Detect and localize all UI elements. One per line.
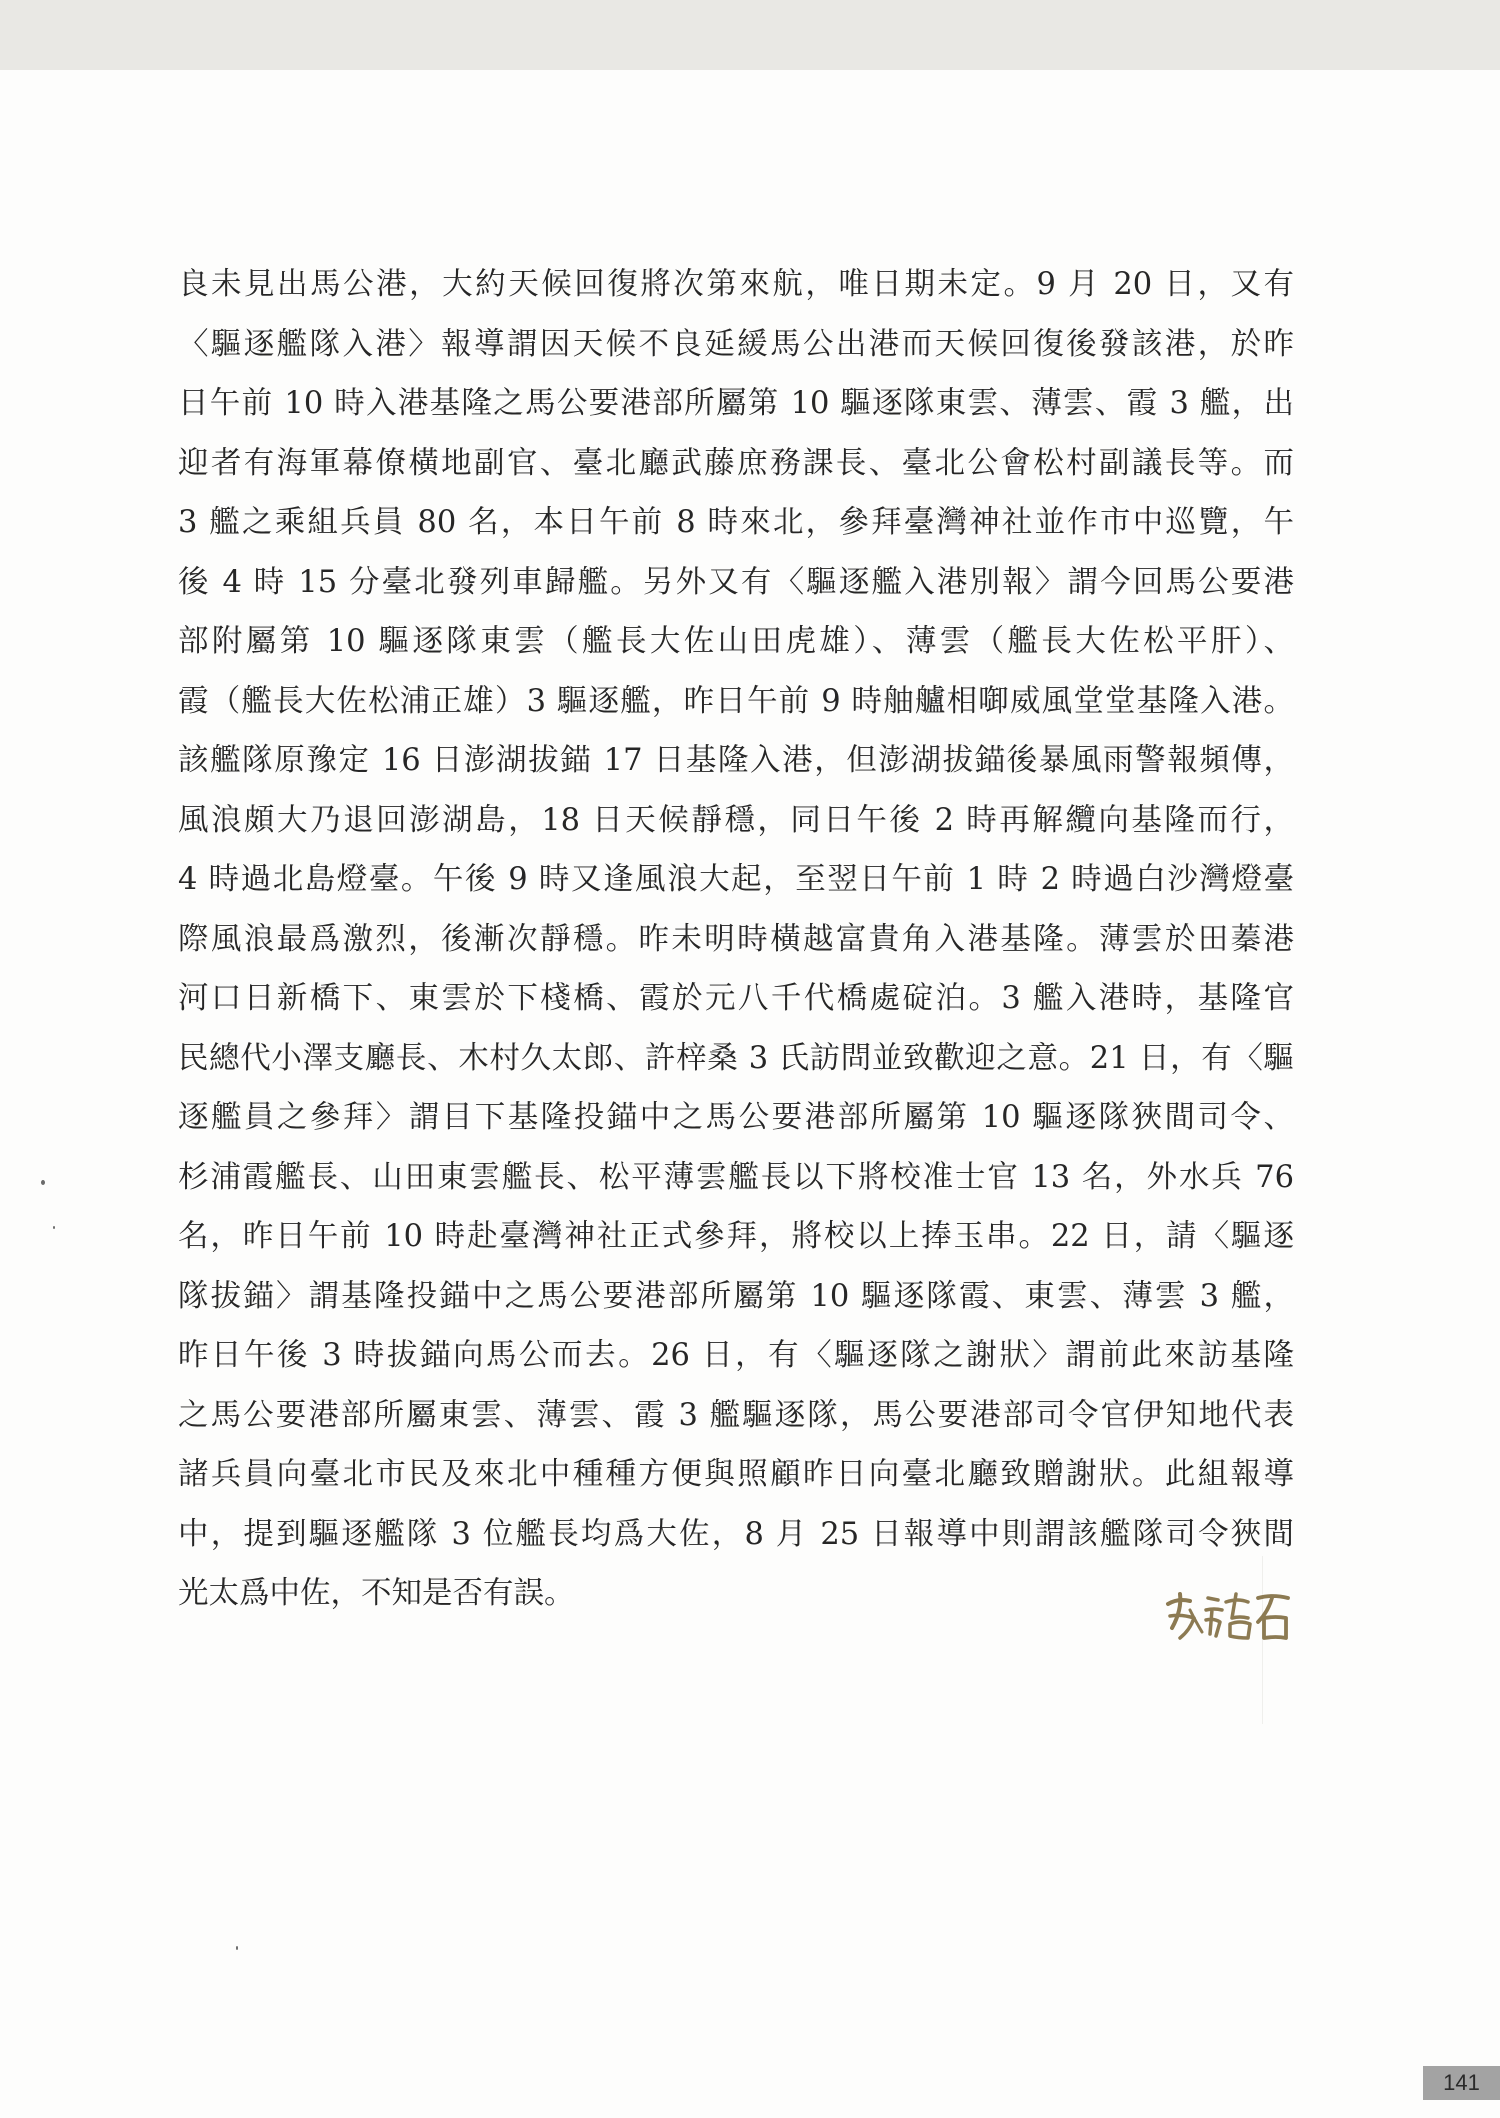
article-line: 〈驅逐艦隊入港〉報導謂因天候不良延緩馬公出港而天候回復後發該港，於昨 <box>178 326 1294 362</box>
scan-top-band <box>0 0 1500 70</box>
article-line: 逐艦員之參拜〉謂目下基隆投錨中之馬公要港部所屬第 10 驅逐隊狹間司令、 <box>178 1100 1294 1135</box>
article-line: 光太爲中佐，不知是否有誤。 <box>178 1576 575 1611</box>
article-line: 昨日午後 3 時拔錨向馬公而去。26 日，有〈驅逐隊之謝狀〉謂前此來訪基隆 <box>178 1338 1294 1373</box>
article-line: 河口日新橋下、東雲於下棧橋、霞於元八千代橋處碇泊。3 艦入港時，基隆官 <box>178 981 1294 1016</box>
article-line: 霞（艦長大佐松浦正雄）3 驅逐艦，昨日午前 9 時舳艫相啣威風堂堂基隆入港。 <box>178 683 1294 719</box>
article-body <box>178 255 1294 1624</box>
article-line: 良未見出馬公港，大約天候回復將次第來航，唯日期未定。9 月 20 日，又有 <box>178 267 1294 302</box>
article-line: 風浪頗大乃退回澎湖島，18 日天候靜穩，同日午後 2 時再解纜向基隆而行， <box>178 802 1294 838</box>
article-line: 該艦隊原豫定 16 日澎湖拔錨 17 日基隆入港，但澎湖拔錨後暴風雨警報頻傳， <box>178 743 1294 778</box>
article-line: 中，提到驅逐艦隊 3 位艦長均爲大佐，8 月 25 日報導中則謂該艦隊司令狹間 <box>178 1516 1294 1552</box>
article-line: 部附屬第 10 驅逐隊東雲（艦長大佐山田虎雄）、薄雲（艦長大佐松平肝）、 <box>178 624 1294 659</box>
article-line: 隊拔錨〉謂基隆投錨中之馬公要港部所屬第 10 驅逐隊霞、東雲、薄雲 3 艦， <box>178 1278 1294 1314</box>
scan-speck <box>236 1946 238 1950</box>
scan-speck <box>53 1226 55 1229</box>
article-line: 民總代小澤支廳長、木村久太郎、許梓桑 3 氏訪問並致歡迎之意。21 日，有〈驅 <box>178 1040 1294 1076</box>
article-line: 杉浦霞艦長、山田東雲艦長、松平薄雲艦長以下將校准士官 13 名，外水兵 76 <box>178 1159 1294 1195</box>
article-line: 後 4 時 15 分臺北發列車歸艦。另外又有〈驅逐艦入港別報〉謂今回馬公要港 <box>178 564 1294 600</box>
article-line: 諸兵員向臺北市民及來北中種種方便與照顧昨日向臺北廳致贈謝狀。此組報導 <box>178 1457 1294 1492</box>
article-line: 之馬公要港部所屬東雲、薄雲、霞 3 艦驅逐隊，馬公要港部司令官伊知地代表 <box>178 1397 1294 1433</box>
article-line: 日午前 10 時入港基隆之馬公要港部所屬第 10 驅逐隊東雲、薄雲、霞 3 艦，出 <box>178 386 1294 421</box>
scan-speck <box>41 1180 45 1185</box>
article-line: 際風浪最爲激烈，後漸次靜穩。昨未明時橫越富貴角入港基隆。薄雲於田蓁港 <box>178 921 1294 957</box>
article-line: 4 時過北島燈臺。午後 9 時又逢風浪大起，至翌日午前 1 時 2 時過白沙灣燈臺 <box>178 862 1294 897</box>
article-line: 3 艦之乘組兵員 80 名，本日午前 8 時來北，參拜臺灣神社並作市中巡覽，午 <box>178 505 1294 540</box>
article-line: 迎者有海軍幕僚橫地副官、臺北廳武藤庶務課長、臺北公會松村副議長等。而 <box>178 445 1294 481</box>
article-line: 名，昨日午前 10 時赴臺灣神社正式參拜，將校以上捧玉串。22 日，請〈驅逐 <box>178 1219 1294 1254</box>
page-number: 141 <box>1423 2066 1500 2100</box>
author-signature <box>1160 1588 1294 1644</box>
